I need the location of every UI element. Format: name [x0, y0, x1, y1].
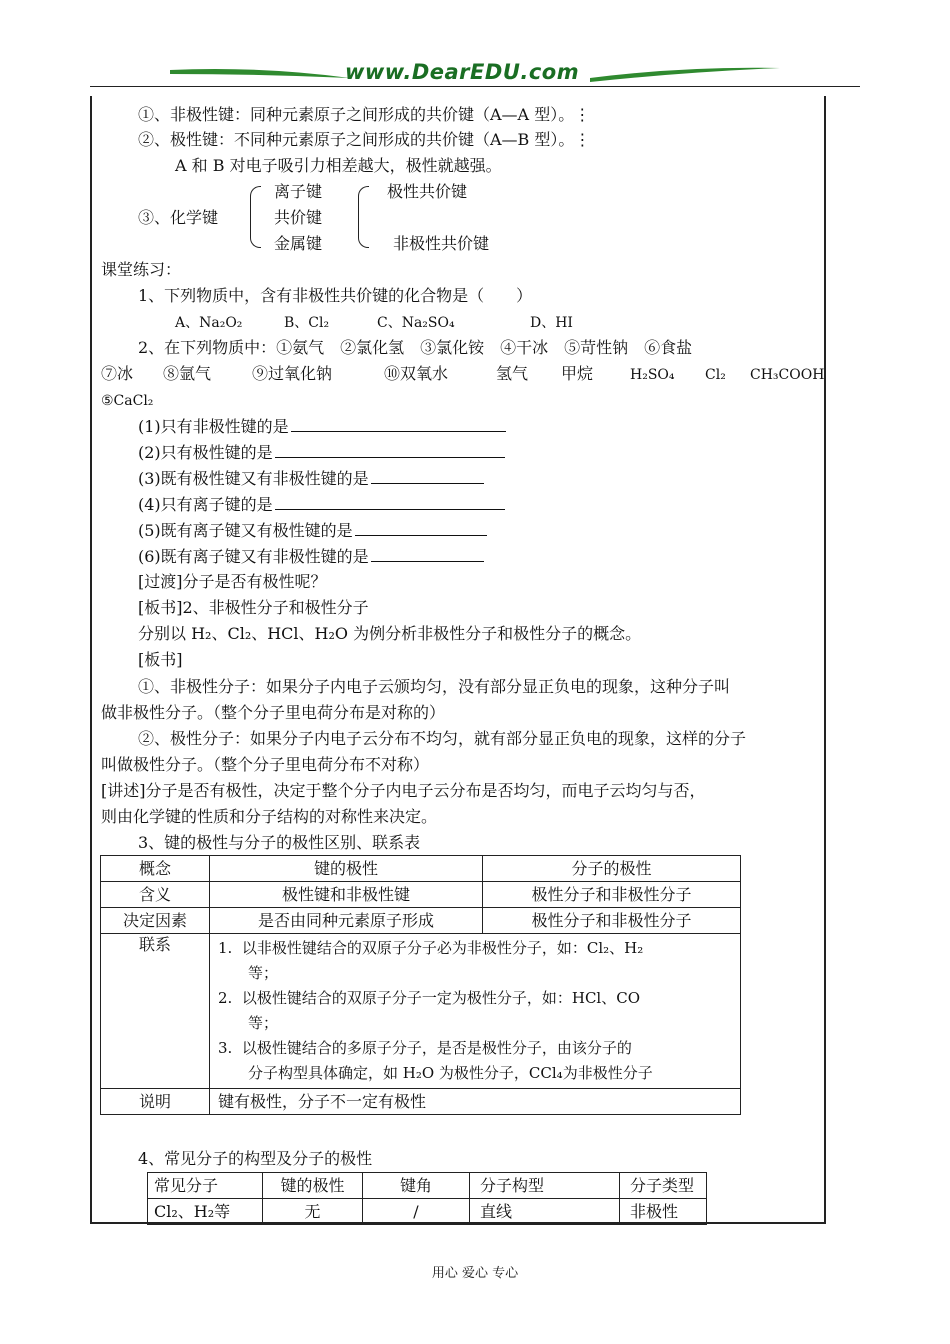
link-item-cont: 等； — [248, 1014, 279, 1032]
q2-item: 甲烷 — [561, 364, 594, 383]
link-item-cont: 分子构型具体确定，如 H₂O 为极性分子，CCl₄为非极性分子 — [248, 1064, 653, 1082]
table-cell: 含义 — [101, 882, 210, 908]
bond-type-covalent: 共价键 — [274, 208, 323, 227]
sub-question: (6)既有离子键又有非极性键的是 — [138, 545, 484, 568]
header-swoosh-left-icon — [170, 64, 350, 84]
header-swoosh-right-icon — [590, 64, 780, 84]
table-cell: 极性分子和非极性分子 — [483, 882, 741, 908]
table-header-cell: 常见分子 — [148, 1173, 263, 1199]
table-cell: 决定因素 — [101, 908, 210, 934]
table-cell: 联系 — [101, 934, 210, 1089]
question-1: 1、下列物质中，含有非极性共价键的化合物是（ ） — [138, 286, 533, 305]
table-header-cell: 概念 — [101, 856, 210, 882]
covalent-brace-icon — [358, 186, 369, 248]
header-rule — [90, 86, 860, 87]
answer-blank[interactable] — [291, 415, 506, 432]
lecture-text: [讲述]分子是否有极性，决定于整个分子内电子云分布是否均匀，而电子云均匀与否， — [101, 781, 706, 800]
nonpolar-bond-def: ①、非极性键：同种元素原子之间形成的共价键（A—A 型）。⋮ — [138, 105, 591, 124]
table4-title: 4、常见分子的构型及分子的极性 — [138, 1149, 373, 1168]
table-header-cell: 键的极性 — [263, 1173, 363, 1199]
transition-text: [过渡]分子是否有极性呢？ — [138, 572, 327, 591]
polar-molecule-def: ②、极性分子：如果分子内电子云分布不均匀，就有部分显正负电的现象，这样的分子 — [138, 729, 747, 748]
link-item: 3. 以极性键结合的多原子分子，是否是极性分子，由该分子的 — [218, 1039, 632, 1057]
sub-question: (2)只有极性键的是 — [138, 441, 505, 464]
answer-blank[interactable] — [371, 545, 484, 562]
q2-item: 氢气 — [496, 364, 529, 383]
table-header-cell: 分子类型 — [620, 1173, 707, 1199]
sub-question: (5)既有离子键又有极性键的是 — [138, 519, 487, 542]
site-logo: www.DearEDU.com — [345, 60, 580, 84]
link-items-cell — [210, 934, 741, 1089]
nonpolar-molecule-def: ①、非极性分子：如果分子内电子云颁均匀，没有部分显正负电的现象，这种分子叫 — [138, 677, 731, 696]
link-item: 1. 以非极性键结合的双原子分子必为非极性分子，如：Cl₂、H₂ — [218, 939, 644, 957]
table-cell: / — [363, 1199, 470, 1225]
table-cell: 是否由同种元素原子形成 — [210, 908, 483, 934]
practice-heading: 课堂练习： — [101, 260, 182, 279]
nonpolar-molecule-def-cont: 做非极性分子。（整个分子里电荷分布是对称的） — [101, 703, 446, 722]
table-cell: 说明 — [101, 1089, 210, 1115]
analysis-text: 分别以 H₂、Cl₂、HCl、H₂O 为例分析非极性分子和极性分子的概念。 — [138, 624, 642, 643]
answer-blank[interactable] — [355, 519, 487, 536]
bond-brace-icon — [250, 186, 261, 248]
covalent-type-polar: 极性共价键 — [387, 182, 468, 201]
q2-item: ⑧氩气 — [163, 364, 212, 383]
board-note-2: [板书] — [138, 650, 183, 669]
q1-option-c: C、Na₂SO₄ — [377, 315, 455, 331]
polarity-comparison-table — [100, 855, 741, 1115]
table-header-cell: 分子的极性 — [483, 856, 741, 882]
q2-item: Cl₂ — [705, 367, 726, 383]
table-cell: 无 — [263, 1199, 363, 1225]
question-2: 2、在下列物质中：①氨气 ②氯化氢 ③氯化铵 ④干冰 ⑤苛性钠 ⑥食盐 — [138, 338, 693, 357]
covalent-type-nonpolar: 非极性共价键 — [393, 234, 490, 253]
q2-item: ⑩双氧水 — [384, 364, 449, 383]
chemical-bond-label: ③、化学键 — [138, 208, 219, 227]
board-note-1: [板书]2、非极性分子和极性分子 — [138, 598, 369, 617]
q2-item: H₂SO₄ — [630, 367, 675, 383]
table-header-cell: 键的极性 — [210, 856, 483, 882]
q1-option-d: D、HI — [530, 315, 573, 331]
table-cell: Cl₂、H₂等 — [148, 1199, 263, 1225]
table-cell: 极性键和非极性键 — [210, 882, 483, 908]
polarity-note: A 和 B 对电子吸引力相差越大，极性就越强。 — [175, 156, 502, 175]
answer-blank[interactable] — [275, 441, 505, 458]
answer-blank[interactable] — [275, 493, 505, 510]
bond-type-metallic: 金属键 — [274, 234, 323, 253]
sub-question: (4)只有离子键的是 — [138, 493, 505, 516]
link-item: 2. 以极性键结合的双原子分子一定为极性分子，如：HCl、CO — [218, 989, 640, 1007]
q2-item: ⑤CaCl₂ — [101, 393, 154, 409]
lecture-text-cont: 则由化学键的性质和分子结构的对称性来决定。 — [101, 807, 438, 826]
q2-item: CH₃COOH — [750, 367, 825, 383]
table-cell: 键有极性，分子不一定有极性 — [210, 1089, 741, 1115]
molecule-structure-table — [147, 1172, 707, 1225]
q2-item: ⑦冰 — [101, 364, 134, 383]
sub-question: (3)既有极性键又有非极性键的是 — [138, 467, 484, 490]
page-footer: 用心 爱心 专心 — [431, 1266, 519, 1281]
q1-option-a: A、Na₂O₂ — [175, 315, 243, 331]
sub-question: (1)只有非极性键的是 — [138, 415, 506, 438]
bond-type-ionic: 离子键 — [274, 182, 323, 201]
q1-option-b: B、Cl₂ — [284, 315, 330, 331]
table-cell: 直线 — [470, 1199, 620, 1225]
q2-item: ⑨过氧化钠 — [252, 364, 333, 383]
table-header-cell: 键角 — [363, 1173, 470, 1199]
table-cell: 极性分子和非极性分子 — [483, 908, 741, 934]
answer-blank[interactable] — [371, 467, 484, 484]
polar-bond-def: ②、极性键：不同种元素原子之间形成的共价键（A—B 型）。⋮ — [138, 130, 591, 149]
table-cell: 非极性 — [620, 1199, 707, 1225]
table3-title: 3、键的极性与分子的极性区别、联系表 — [138, 833, 421, 852]
table-header-cell: 分子构型 — [470, 1173, 620, 1199]
polar-molecule-def-cont: 叫做极性分子。（整个分子里电荷分布不对称） — [101, 755, 430, 774]
link-item-cont: 等； — [248, 964, 279, 982]
